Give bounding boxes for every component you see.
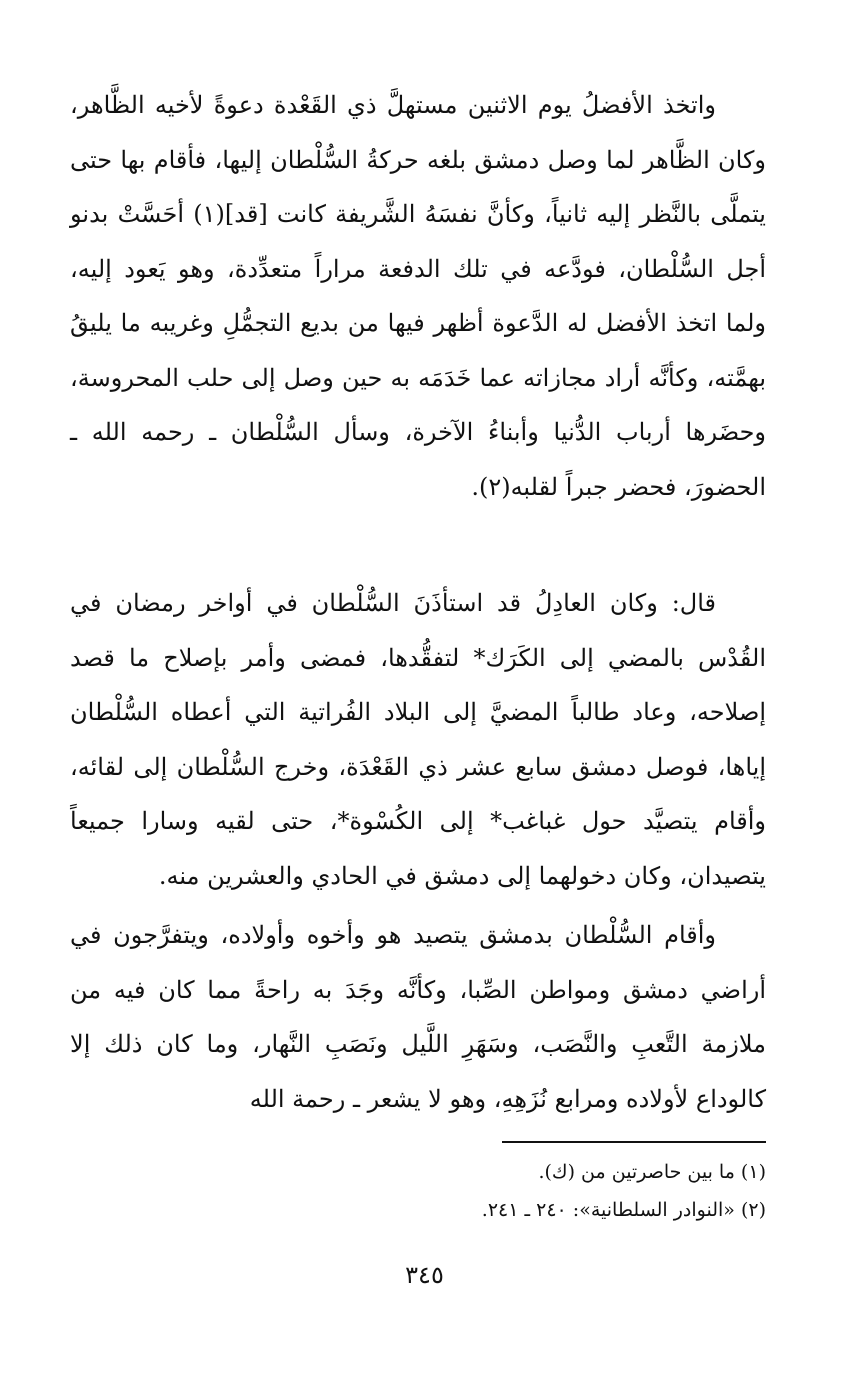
footnote-1: (١) ما بين حاصرتين من (ك). [538, 1161, 766, 1183]
paragraph-block-3 [70, 908, 766, 1126]
paragraph-3: وأقام السُّلْطان بدمشق يتصيد هو وأخوه وأولاده، ويتفرَّجون في أراضي دمشق ومواطن الصِّبا، وكأنَّه وجَدَ به راحةً مما كان فيه من ملازمة التَّعبِ والنَّصَب، وسَهَرِ اللَّيل ونَصَبِ النَّهار، وما كان ذلك إلا كالوداع لأولاده ومرابع نُزَهِهِ، وهو لا يشعر ـ رحمة الله [70, 921, 766, 1113]
footnotes [300, 1153, 766, 1229]
paragraph-block-1 [70, 78, 766, 514]
footnote-separator [502, 1141, 766, 1143]
footnote-2: (٢) «النوادر السلطانية»: ٢٤٠ ـ ٢٤١. [481, 1199, 766, 1221]
paragraph-block-2 [70, 576, 766, 903]
paragraph-2: قال: وكان العادِلُ قد استأذَنَ السُّلْطان في أواخر رمضان في القُدْس بالمضي إلى الكَرَك* لتفقُّدها، فمضى وأمر بإصلاح ما قصد إصلاحه، وعاد طالباً المضيَّ إلى البلاد الفُراتية التي أعطاه السُّلْطان إياها، فوصل دمشق سابع عشر ذي القَعْدَة، وخرج السُّلْطان إلى لقائه، وأقام يتصيَّد حول غباغب* إلى الكُسْوة*، حتى لقيه وسارا جميعاً يتصيدان، وكان دخولهما إلى دمشق في الحادي والعشرين منه. [70, 589, 766, 890]
paragraph-1: واتخذ الأفضلُ يوم الاثنين مستهلَّ ذي القَعْدة دعوةً لأخيه الظَّاهر، وكان الظَّاهر لما وصل دمشق بلغه حركةُ السُّلْطان إليها، فأقام بها حتى يتملَّى بالنَّظر إليه ثانياً، وكأنَّ نفسَهُ الشَّريفة كانت [قد](١) أحَسَّتْ بدنو أجل السُّلْطان، فودَّعه في تلك الدفعة مراراً متعدِّدة، وهو يَعود إليه، ولما اتخذ الأفضل له الدَّعوة أظهر فيها من بديع التجمُّلِ وغريبه ما يليقُ بهمَّته، وكأنَّه أراد مجازاته عما خَدَمَه به حين وصل إلى حلب المحروسة، وحضَرها أرباب الدُّنيا وأبناءُ الآخرة، وسأل السُّلْطان ـ رحمه الله ـ الحضورَ، فحضر جبراً لقلبه(٢). [70, 91, 767, 501]
page-number: ٣٤٥ [405, 1261, 444, 1289]
